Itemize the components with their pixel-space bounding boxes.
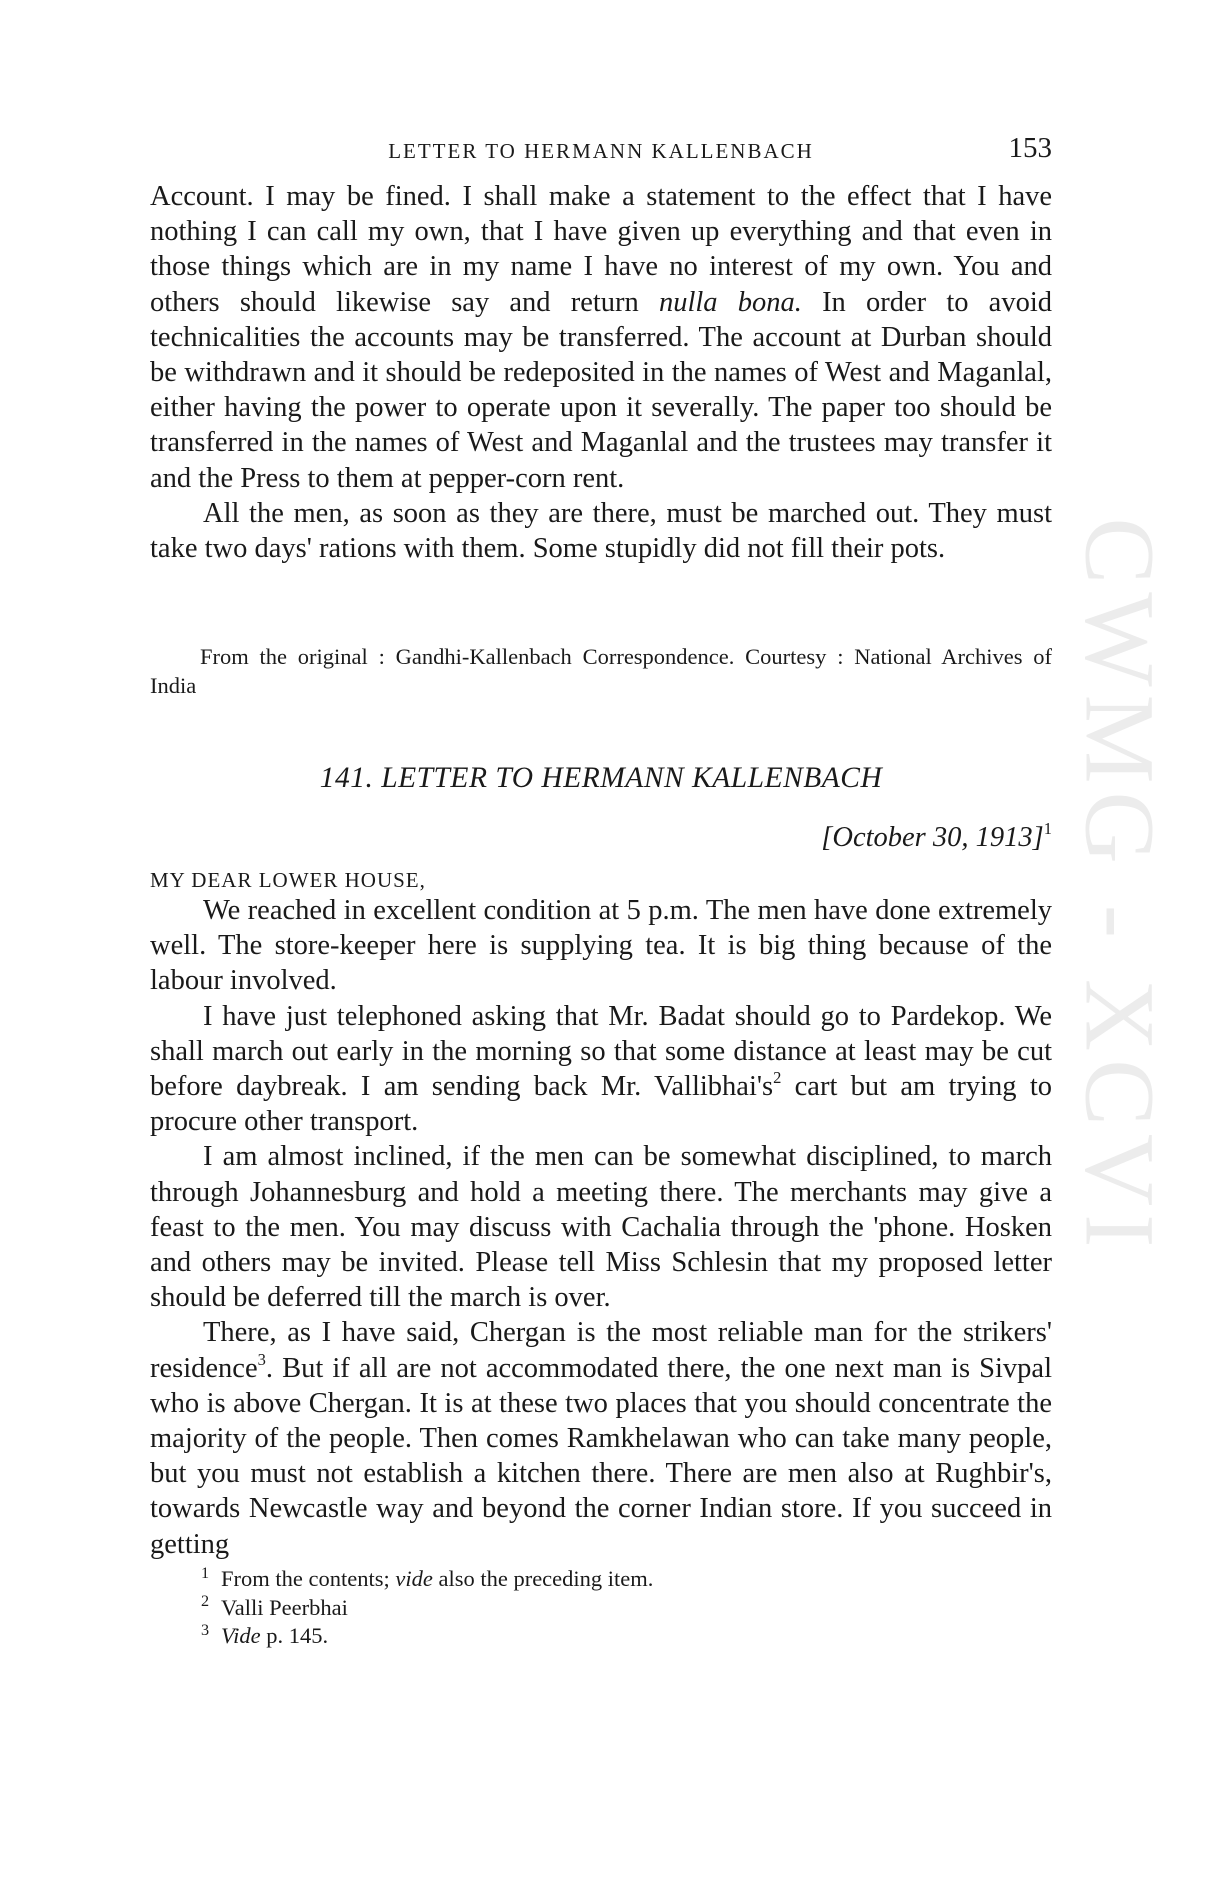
letter-paragraph-1: We reached in excellent condition at 5 p.m. The men have done extremely well. The store-keeper here is supplying tea. It is big thing because of the labour involved. <box>150 895 1052 997</box>
footnote-ref-1: 1 <box>1043 819 1052 839</box>
continued-paragraph-2: All the men, as soon as they are there, must be marched out. They must take two days' rations with them. Some stupidly did not fill their pots. <box>150 497 1052 565</box>
footnote-1: 1 From the contents; vide also the preceding item. <box>201 1563 654 1591</box>
page-header <box>150 132 1052 169</box>
letter-paragraph-3: I am almost inclined, if the men can be somewhat disciplined, to march through Johannesburg and hold a meeting there. The merchants may give a feast to the men. You may discuss with Cachalia through the 'phone. Hosken and others may be invited. Please tell Miss Schlesin that my proposed letter should be deferred till the march is over. <box>150 1141 1052 1314</box>
letter-paragraph-2: I have just telephoned asking that Mr. Badat should go to Pardekop. We shall march out early in the morning so that some distance at least may be cut before daybreak. I am sending back Mr. $Vallibhai's^2$ cart but am trying to procure other transport. <box>150 1000 1052 1138</box>
footnote-3: 3 Vide p. 145. <box>201 1620 329 1648</box>
footnote-2: 2 Valli Peerbhai <box>201 1592 348 1620</box>
footnotes <box>201 1565 653 1651</box>
footnote-ref-2: 2 <box>773 1068 782 1088</box>
continued-letter-text <box>150 179 1052 566</box>
latin-phrase: nulla bona. <box>658 286 802 318</box>
letter-date: [October 30, 1913]$^1$ <box>821 819 1052 853</box>
salutation: MY DEAR LOWER HOUSE, <box>150 868 426 892</box>
footnote-ref-3: 3 <box>257 1350 266 1370</box>
letter-paragraph-4: There, as I have said, Chergan is the most reliable man for the strikers' residence$^3$. But if all are not accommodated there, the one next man is Sivpal who is above Chergan. It is at these two places that you should concentrate the majority of the people. Then comes Ramkhelawan who can take many people, but you must not establish a kitchen there. There are men also at Rughbir's, towards Newcastle way and beyond the corner Indian store. If you succeed in getting <box>150 1317 1052 1560</box>
document-title: 141. LETTER TO HERMANN KALLENBACH <box>319 762 883 794</box>
running-head: LETTER TO HERMANN KALLENBACH <box>388 139 814 163</box>
watermark <box>1064 470 1176 1470</box>
page-number: 153 <box>1008 132 1052 164</box>
watermark-text: CWMG - XCVI <box>1064 517 1176 1256</box>
source-note: From the original : Gandhi-Kallenbach Correspondence. Courtesy : National Archives of India <box>150 644 1052 698</box>
letter-body <box>150 893 1052 1562</box>
continued-paragraph-1: Account. I may be fined. I shall make a statement to the effect that I have nothing I can call my own, that I have given up everything and that even in those things which are in my name I have no interest of my own. You and others should likewise say and return nulla bona. In order to avoid technicalities the accounts may be transferred. The account at Durban should be withdrawn and it should be redeposited in the names of West and Maganlal, either having the power to operate upon it severally. The paper too should be transferred in the names of West and Maganlal and the trustees may transfer it and the Press to them at pepper-corn rent. <box>150 181 1052 494</box>
